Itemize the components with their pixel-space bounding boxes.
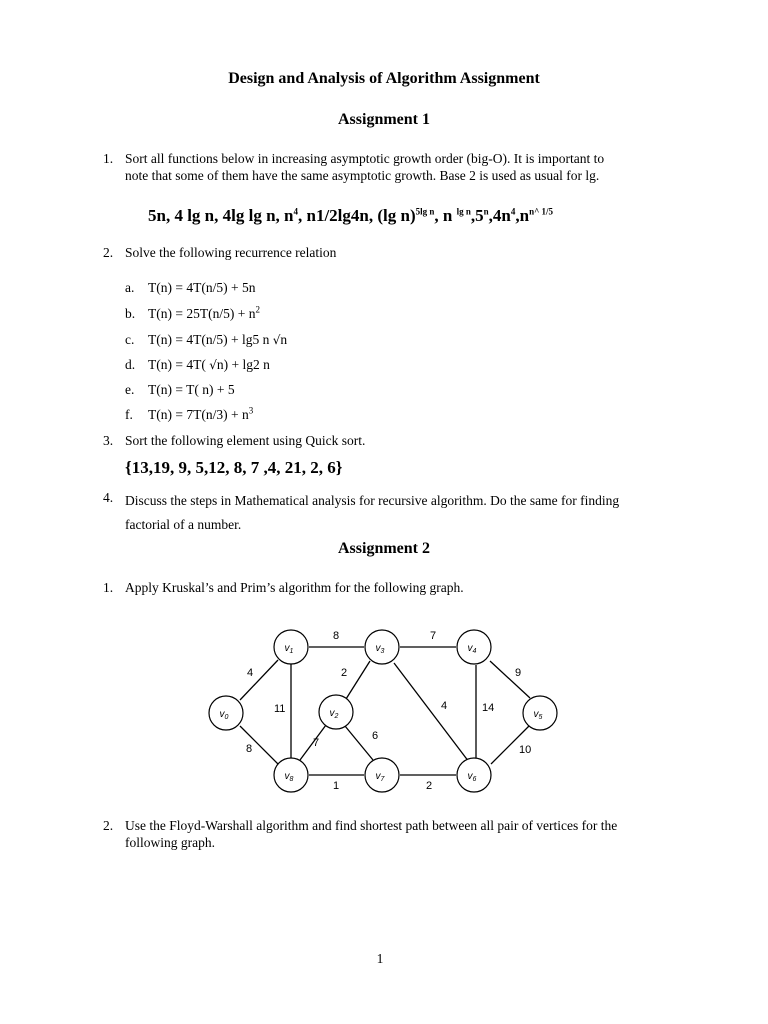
vertex-v5: [523, 696, 557, 730]
edge-v4-v5: [490, 661, 530, 698]
vertex-v3: [365, 630, 399, 664]
function-sup-a: 4: [293, 206, 298, 217]
quicksort-elements: {13,19, 9, 5,12, 8, 7 ,4, 21, 2, 6}: [125, 458, 343, 477]
edge-weight-label: 7: [313, 737, 320, 749]
recurrence-expression-tail: n) + lg2 n: [216, 357, 270, 372]
recurrence-expression: T(n) = 25T(n/5) + n: [148, 306, 256, 321]
vertex-v2: [319, 695, 353, 729]
edge-weight-label: 4: [441, 700, 448, 712]
edge-weight-label: 4: [247, 667, 254, 679]
vertex-label-v7: $v_7$: [375, 771, 385, 783]
q3-number: 3.: [103, 433, 114, 448]
document-title: Design and Analysis of Algorithm Assignment: [228, 70, 540, 87]
function-part-d: ,5: [470, 206, 484, 225]
recurrence-expression: T(n) = 4T(: [148, 357, 210, 372]
vertex-v6: [457, 758, 491, 792]
q1-number: 1.: [103, 151, 114, 166]
function-sup-e: 4: [510, 206, 516, 217]
edge-weight-label: 8: [333, 630, 340, 642]
vertex-label-v4: $v_4$: [467, 643, 477, 655]
assignment-2-heading: Assignment 2: [337, 540, 430, 557]
q4-line-1: Discuss the steps in Mathematical analysis for recursive algorithm. Do the same for finding: [125, 493, 620, 508]
q1-line-2: note that some of them have the same asymptotic growth. Base 2 is used as usual for lg.: [125, 168, 600, 183]
vertex-v7: [365, 758, 399, 792]
function-part-a: 5n, 4 lg n, 4lg lg n, n: [148, 206, 294, 225]
sqrt-symbol: √: [209, 358, 217, 372]
edge-v3-v2: [346, 661, 370, 699]
recurrence-expression: T(n) = 7T(n/3) + n: [148, 407, 249, 422]
vertex-v4: [457, 630, 491, 664]
q2-text: Solve the following recurrence relation: [125, 245, 337, 260]
q2-number: 2.: [103, 245, 114, 260]
function-sup-d: n: [483, 206, 489, 217]
edge-weight-label: 7: [430, 630, 437, 642]
vertex-v0: [209, 696, 243, 730]
vertex-label-v2: $v_2$: [329, 708, 339, 720]
q4-line-2: factorial of a number.: [125, 517, 242, 532]
a2-q1-number: 1.: [103, 580, 114, 595]
edge-weight-label: 8: [246, 743, 253, 755]
page-number: 1: [376, 951, 384, 966]
vertex-label-v6: $v_6$: [467, 771, 477, 783]
vertex-v8: [274, 758, 308, 792]
a2-q2-text: [125, 817, 725, 851]
function-sup-c: lg n: [456, 206, 471, 217]
recurrence-expression-tail: n: [280, 332, 288, 347]
function-sup-b: 5lg n: [415, 206, 435, 217]
q4-number: 4.: [103, 490, 114, 505]
function-part-b: , n1/2lg4n, (lg n): [298, 206, 416, 225]
edge-weight-label: 14: [482, 702, 495, 714]
function-sup-f: n^ 1/5: [529, 206, 554, 217]
function-part-c: , n: [434, 206, 457, 225]
edge-weight-label: 9: [515, 667, 522, 679]
q3-text: Sort the following element using Quick sort.: [125, 433, 366, 448]
recurrence-label: e.: [125, 382, 135, 397]
edge-weight-label: 10: [519, 744, 532, 756]
recurrence-expression: T(n) = T( n) + 5: [148, 382, 235, 397]
function-part-e: ,4n: [488, 206, 511, 225]
vertex-label-v3: $v_3$: [375, 643, 385, 655]
a2-q2-line-1: Use the Floyd-Warshall algorithm and find shortest path between all pair of vertices for the: [125, 818, 618, 833]
recurrence-exponent: 3: [248, 405, 254, 416]
recurrence-label: d.: [125, 357, 136, 372]
vertex-label-v0: $v_0$: [219, 709, 229, 721]
recurrence-expression: T(n) = 4T(n/5) + 5n: [148, 280, 256, 295]
edge-weight-label: 6: [372, 730, 379, 742]
edge-weight-label: 11: [274, 703, 286, 715]
vertex-label-v8: $v_8$: [284, 771, 294, 783]
a2-q2-number: 2.: [103, 818, 114, 833]
edge-v3-v6: [394, 663, 469, 762]
a2-q1-text: Apply Kruskal’s and Prim’s algorithm for the following graph.: [125, 580, 464, 595]
vertex-v1: [274, 630, 308, 664]
assignment-1-heading: Assignment 1: [337, 111, 430, 128]
edge-v2-v7: [345, 726, 373, 760]
recurrence-label: a.: [125, 280, 135, 295]
edge-weight-label: 2: [426, 780, 433, 792]
vertex-label-v5: $v_5$: [533, 709, 543, 721]
q1-line-1: Sort all functions below in increasing asymptotic growth order (big-O). It is important to: [125, 151, 605, 166]
edge-v0-v1: [240, 660, 278, 700]
edge-weight-label: 1: [333, 780, 340, 792]
recurrence-label: c.: [125, 332, 135, 347]
function-part-f: ,n: [515, 206, 530, 225]
a2-q2-line-2: following graph.: [125, 835, 215, 850]
sqrt-symbol: √: [272, 333, 281, 347]
recurrence-label: f.: [125, 407, 133, 422]
recurrence-exponent: 2: [255, 304, 260, 315]
vertex-label-v1: $v_1$: [284, 643, 294, 655]
recurrence-label: b.: [125, 306, 136, 321]
recurrence-expression: T(n) = 4T(n/5) + lg5 n: [148, 332, 273, 347]
edge-weight-label: 2: [341, 667, 348, 679]
